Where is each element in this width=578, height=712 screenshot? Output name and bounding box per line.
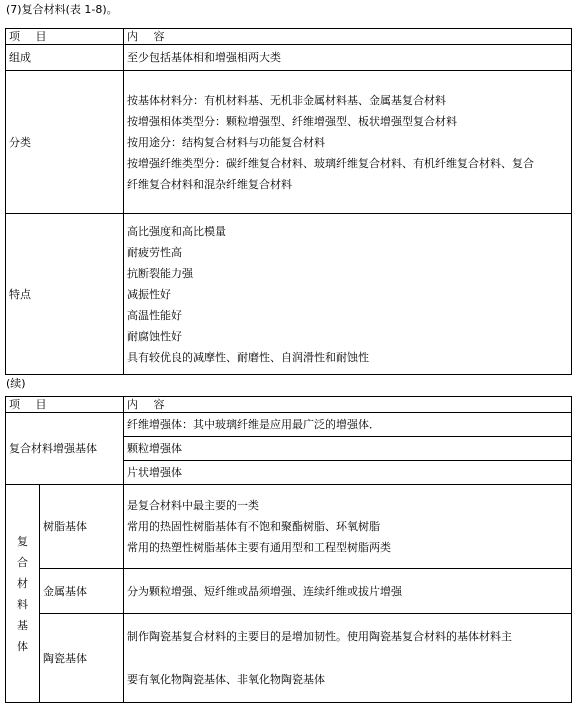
row-label: 分类	[6, 71, 124, 214]
table-row-ceramic	[6, 614, 572, 703]
row-content	[124, 614, 572, 703]
matrix-type-label: 树脂基体	[40, 485, 124, 569]
content-line: 至少包括基体相和增强相两大类	[127, 51, 281, 64]
row-content	[124, 45, 572, 71]
content-line: 按增强纤维类型分：碳纤维复合材料、玻璃纤维复合材料、有机纤维复合材料、复合	[127, 156, 534, 170]
matrix-label-char: 料	[17, 597, 28, 611]
content-line: 按增强相体类型分：颗粒增强型、纤维增强型、板状增强型复合材料	[127, 114, 457, 128]
content-line: 常用的热塑性树脂基体主要有通用型和工程型树脂两类	[127, 541, 391, 554]
header-item: 项 目	[6, 29, 124, 45]
row-content: 纤维增强体：其中玻璃纤维是应用最广泛的增强体．	[124, 413, 572, 437]
matrix-vertical-label	[6, 485, 40, 703]
matrix-type-label: 金属基体	[40, 569, 124, 614]
content-line: 减振性好	[127, 287, 171, 301]
table-header-row	[6, 397, 572, 413]
table-row	[6, 413, 572, 437]
content-line: 是复合材料中最主要的一类	[127, 499, 259, 512]
table-row-resin	[6, 485, 572, 569]
table-row-metal	[6, 569, 572, 614]
row-content: 颗粒增强体	[124, 437, 572, 461]
row-content	[124, 569, 572, 614]
composite-materials-table	[5, 28, 572, 375]
row-label: 组成	[6, 45, 124, 71]
table-header-row	[6, 29, 572, 45]
content-line: 要有氧化物陶瓷基体、非氧化物陶瓷基体	[127, 673, 325, 686]
header-content: 内 容	[124, 29, 572, 45]
matrix-label-char: 合	[17, 555, 28, 569]
table-row-classification	[6, 71, 572, 214]
content-line: 按基体材料分：有机材料基、无机非金属材料基、金属基复合材料	[127, 93, 446, 107]
table-row-characteristics	[6, 214, 572, 375]
content-line: 耐疲劳性高	[127, 245, 182, 259]
content-line: 分为颗粒增强、短纤维或晶须增强、连续纤维或拔片增强	[127, 584, 402, 598]
content-line: 耐腐蚀性好	[127, 329, 182, 343]
header-content: 内 容	[124, 397, 572, 413]
content-line: 按用途分：结构复合材料与功能复合材料	[127, 135, 325, 149]
matrix-label-char: 基	[17, 618, 28, 632]
content-line: 纤维复合材料和混杂纤维复合材料	[127, 177, 292, 191]
row-content	[124, 71, 572, 214]
composite-materials-table-continued	[5, 396, 572, 703]
content-line: 制作陶瓷基复合材料的主要目的是增加韧性。使用陶瓷基复合材料的基体材料主	[127, 630, 512, 643]
content-line: 高温性能好	[127, 308, 182, 322]
row-content	[124, 485, 572, 569]
caption-continued: (续)	[6, 377, 26, 390]
matrix-type-label: 陶瓷基体	[40, 614, 124, 703]
matrix-label-char: 材	[17, 576, 28, 590]
caption-table-1-8: (7)复合材料(表 1-8)。	[6, 3, 118, 16]
content-line: 抗断裂能力强	[127, 266, 193, 280]
row-content	[124, 214, 572, 375]
matrix-label-char: 复	[17, 534, 28, 548]
content-line: 常用的热固性树脂基体有不饱和聚酯树脂、环氧树脂	[127, 520, 380, 533]
content-line: 具有较优良的减摩性、耐磨性、自润滑性和耐蚀性	[127, 350, 369, 364]
row-label: 特点	[6, 214, 124, 375]
row-content: 片状增强体	[124, 461, 572, 485]
reinforcement-label: 复合材料增强基体	[6, 413, 124, 485]
table-row-composition	[6, 45, 572, 71]
header-item: 项 目	[6, 397, 124, 413]
content-line: 高比强度和高比模量	[127, 224, 226, 238]
matrix-label-char: 体	[17, 639, 28, 653]
